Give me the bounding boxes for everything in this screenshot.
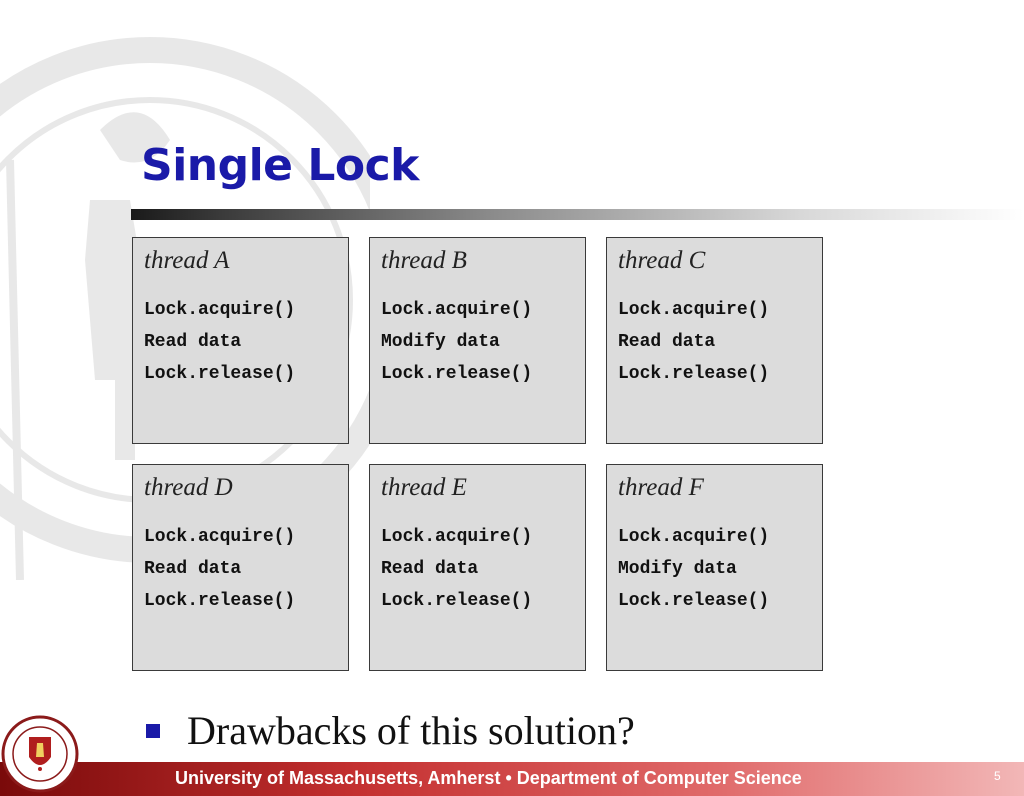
code-line: Lock.acquire() — [381, 527, 533, 547]
bullet-item — [146, 707, 635, 754]
thread-title: thread C — [618, 247, 706, 274]
square-bullet-icon — [146, 724, 160, 738]
code-line: Lock.acquire() — [618, 527, 770, 547]
code-line: Modify data — [618, 559, 737, 579]
thread-box-a — [132, 237, 349, 444]
code-line: Lock.acquire() — [144, 300, 296, 320]
code-line: Lock.release() — [144, 364, 296, 384]
thread-box-f — [606, 464, 823, 671]
thread-title: thread A — [144, 247, 230, 274]
thread-box-b — [369, 237, 586, 444]
code-line: Lock.release() — [618, 591, 770, 611]
university-seal-logo — [1, 715, 79, 793]
slide-title: Single Lock — [141, 140, 419, 191]
code-line: Lock.release() — [144, 591, 296, 611]
code-line: Modify data — [381, 332, 500, 352]
code-line: Lock.release() — [381, 364, 533, 384]
code-line: Lock.release() — [618, 364, 770, 384]
thread-title: thread D — [144, 474, 233, 501]
code-line: Lock.acquire() — [381, 300, 533, 320]
thread-title: thread E — [381, 474, 467, 501]
thread-title: thread F — [618, 474, 704, 501]
page-number: 5 — [994, 769, 1001, 783]
code-line: Read data — [618, 332, 716, 352]
code-line: Read data — [381, 559, 479, 579]
code-line: Read data — [144, 559, 242, 579]
code-line: Read data — [144, 332, 242, 352]
thread-title: thread B — [381, 247, 467, 274]
thread-box-d — [132, 464, 349, 671]
bullet-text: Drawbacks of this solution? — [187, 708, 635, 753]
code-line: Lock.acquire() — [618, 300, 770, 320]
code-line: Lock.release() — [381, 591, 533, 611]
thread-box-c — [606, 237, 823, 444]
code-line: Lock.acquire() — [144, 527, 296, 547]
title-divider — [131, 209, 1024, 220]
footer-text: University of Massachusetts, Amherst • Department of Computer Science — [175, 768, 802, 788]
thread-box-e — [369, 464, 586, 671]
